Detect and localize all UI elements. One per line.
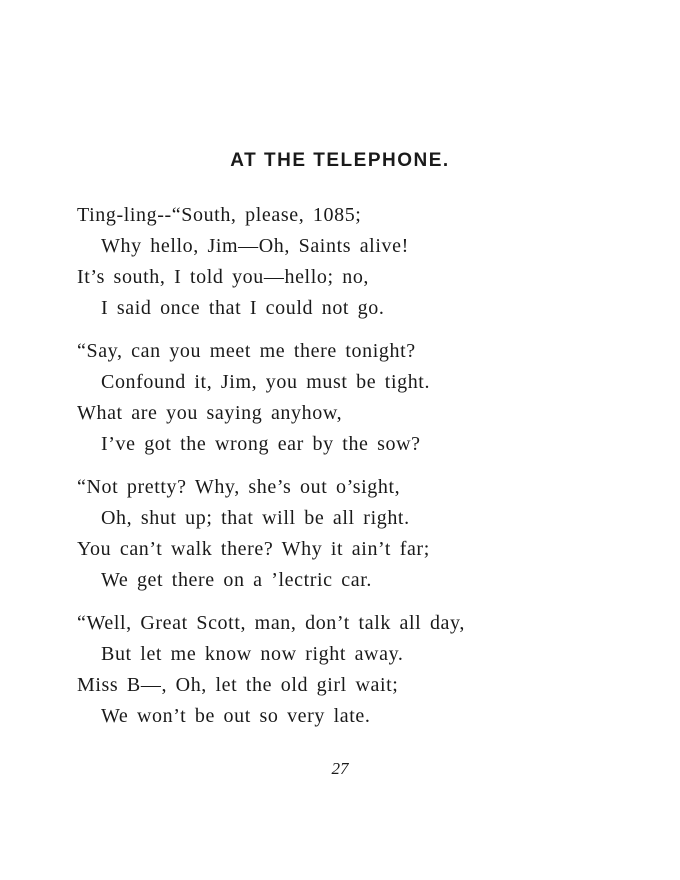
poem-line: What are you saying anyhow, xyxy=(77,402,343,424)
poem-line: “Say, can you meet me there tonight? xyxy=(77,340,416,362)
poem-body xyxy=(77,200,597,744)
page-number: 27 xyxy=(331,759,349,778)
poem-line: Oh, shut up; that will be all right. xyxy=(101,507,410,529)
poem-line: It’s south, I told you—hello; no, xyxy=(77,266,370,288)
poem-line: “Not pretty? Why, she’s out o’sight, xyxy=(77,476,401,498)
stanza-3 xyxy=(77,472,597,596)
poem-line: “Well, Great Scott, man, don’t talk all day, xyxy=(77,612,465,634)
poem-line: Confound it, Jim, you must be tight. xyxy=(101,371,431,393)
poem-line: But let me know now right away. xyxy=(101,643,404,665)
poem-line: Ting-ling--“South, please, 1085; xyxy=(77,204,362,226)
poem-line: Miss B—, Oh, let the old girl wait; xyxy=(77,674,399,696)
poem-line: I said once that I could not go. xyxy=(101,297,385,319)
poem-line: We won’t be out so very late. xyxy=(101,705,371,727)
poem-line: We get there on a ’lectric car. xyxy=(101,569,372,591)
stanza-2 xyxy=(77,336,597,460)
poem-line: Why hello, Jim—Oh, Saints alive! xyxy=(101,235,409,257)
poem-line: You can’t walk there? Why it ain’t far; xyxy=(77,538,430,560)
poem-line: I’ve got the wrong ear by the sow? xyxy=(101,433,421,455)
poem-title: AT THE TELEPHONE. xyxy=(230,150,450,171)
stanza-4 xyxy=(77,608,597,732)
stanza-1 xyxy=(77,200,597,324)
